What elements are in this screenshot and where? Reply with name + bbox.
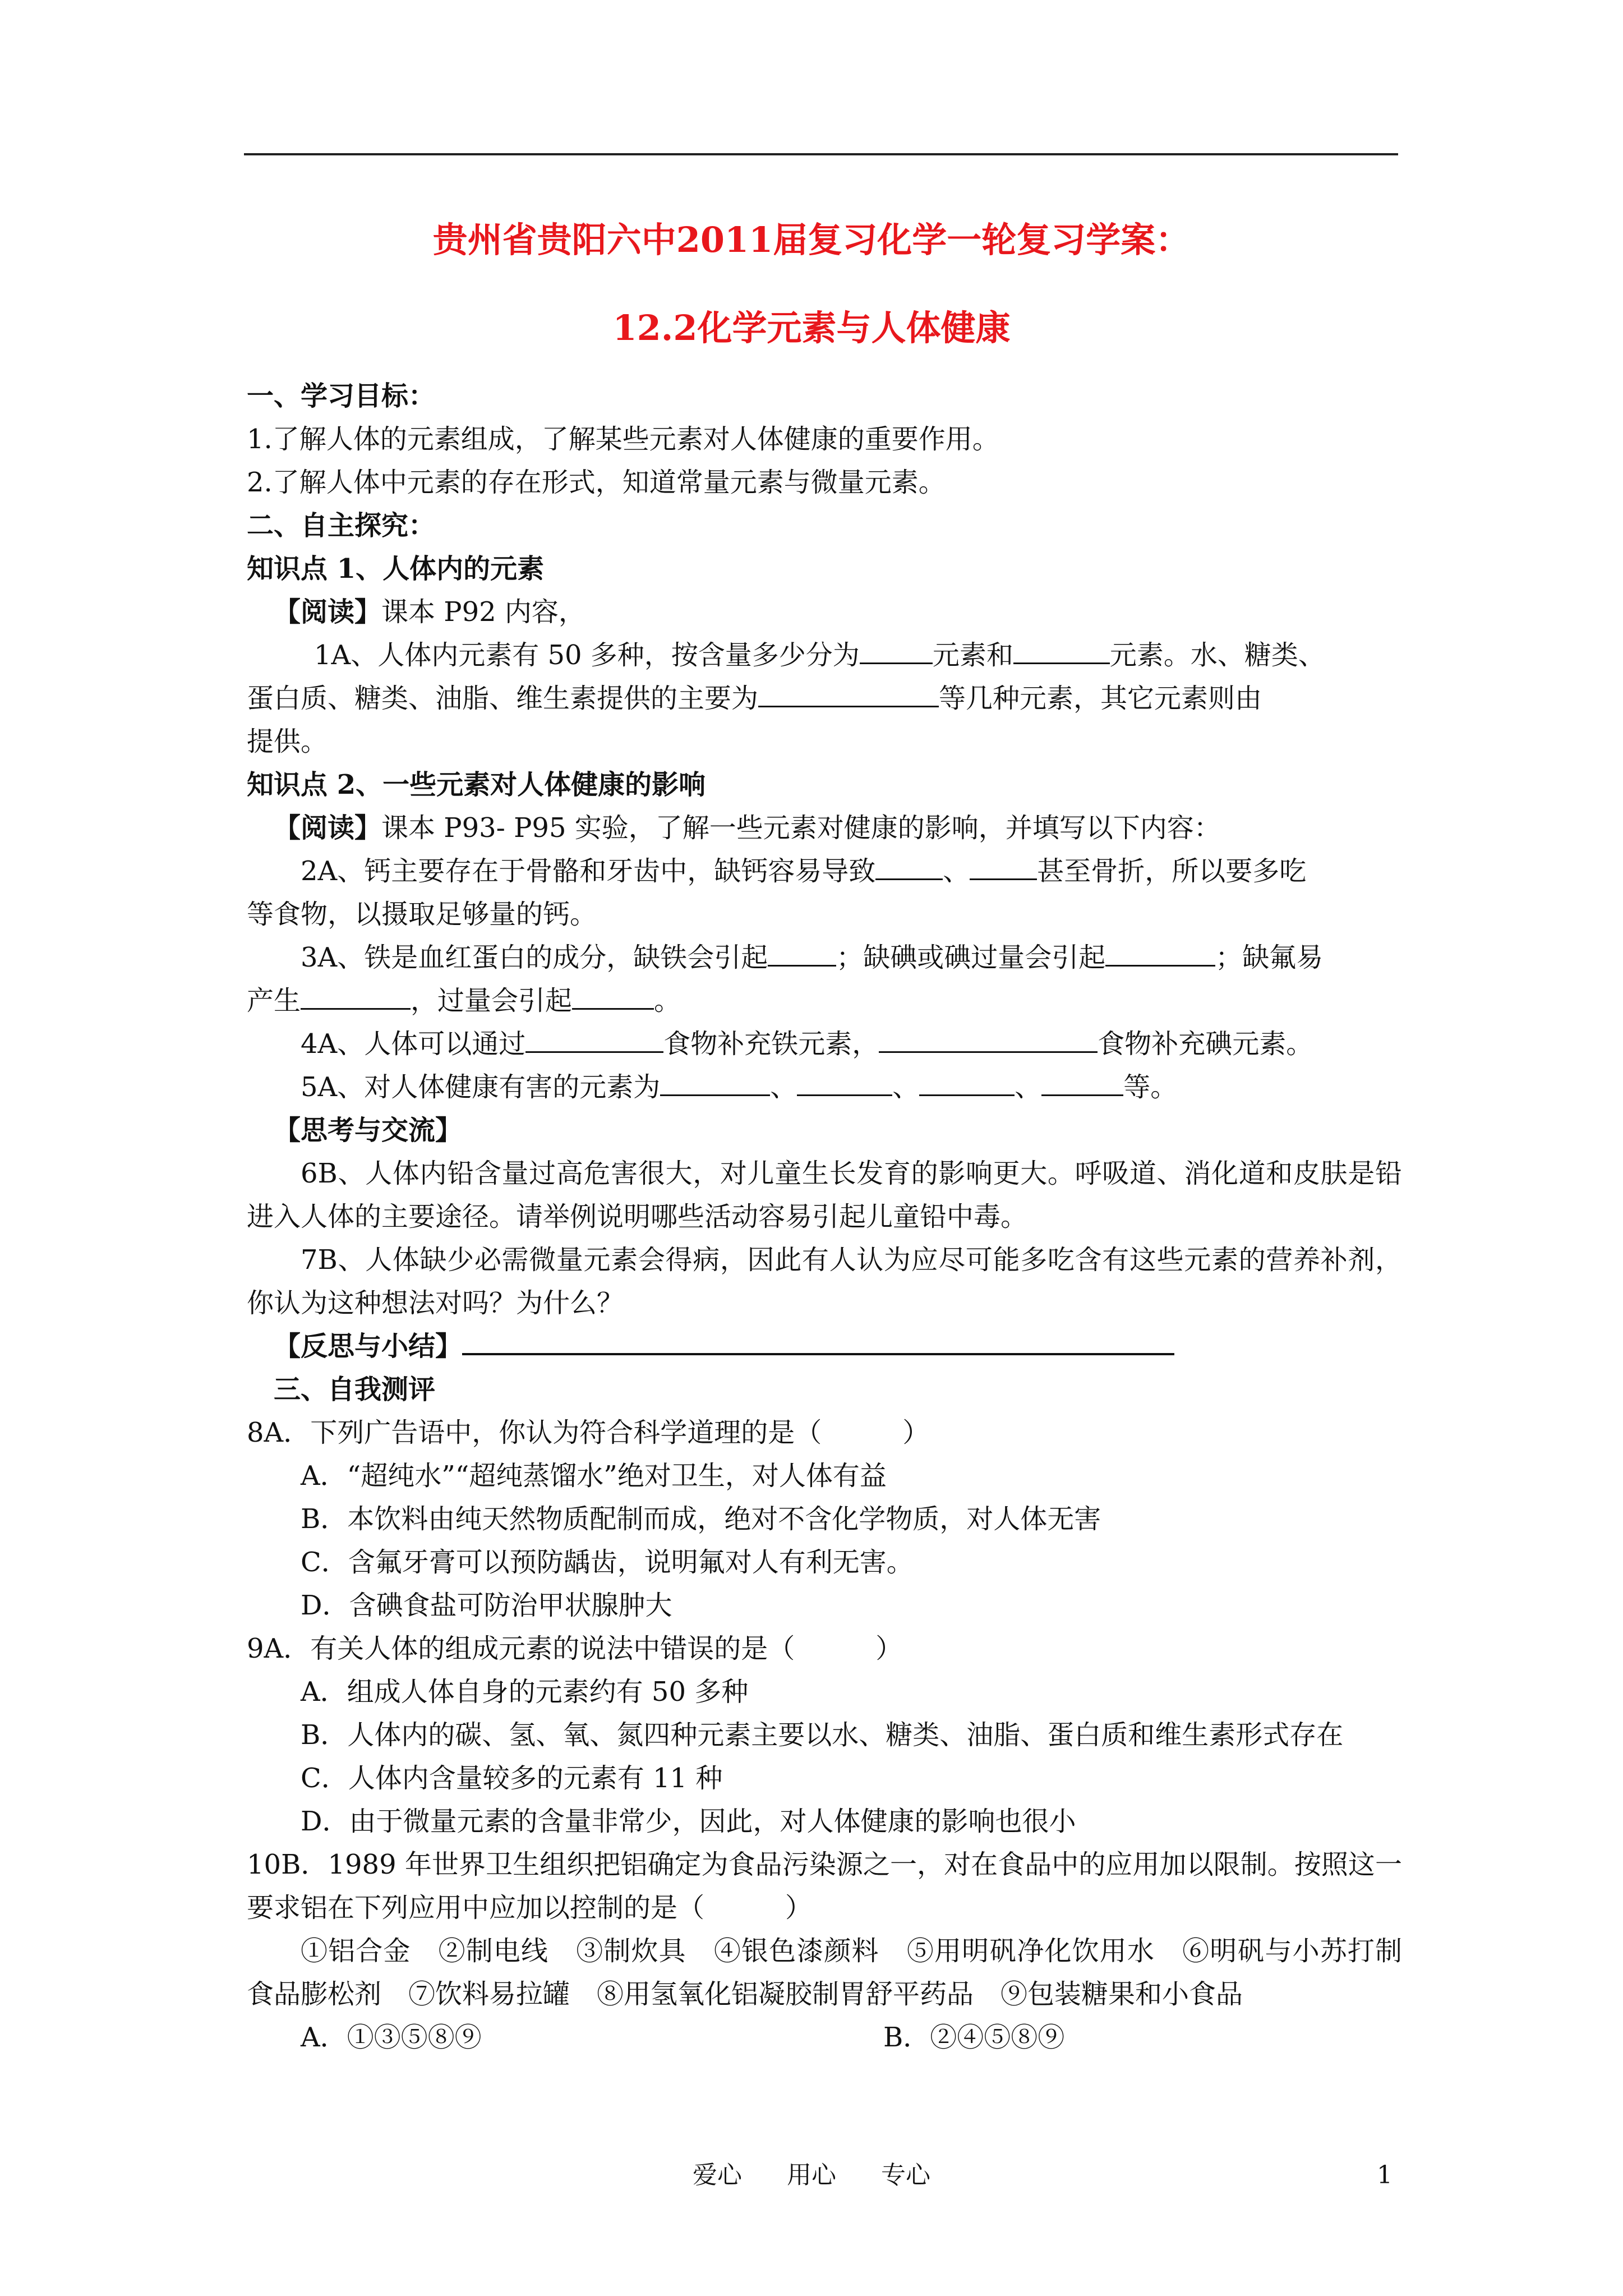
q3-text-e: ，过量会引起 xyxy=(411,985,573,1016)
reading-2 xyxy=(247,807,1402,850)
q9-option-c[interactable]: C．人体内含量较多的元素有 11 种 xyxy=(301,1763,723,1794)
q1-text-b: 元素和 xyxy=(932,639,1013,671)
fill-blank[interactable] xyxy=(301,982,411,1010)
question-7b: 7B、人体缺少必需微量元素会得病，因此有人认为应尽可能多吃含有这些元素的营养补剂，你认为这种想法对吗？为什么？ xyxy=(247,1244,1402,1319)
reflection-row xyxy=(247,1325,1402,1368)
q1-text-c: 元素。水、糖类、 xyxy=(1109,639,1325,671)
q4-text-b: 食物补充铁元素， xyxy=(663,1028,879,1060)
reflection-heading: 【反思与小结】 xyxy=(274,1331,463,1362)
fill-blank[interactable] xyxy=(1105,939,1215,967)
q2-text-b: 、 xyxy=(943,855,970,887)
think-exchange-heading: 【思考与交流】 xyxy=(274,1115,463,1146)
fill-blank[interactable] xyxy=(860,637,933,664)
document-body xyxy=(247,375,1402,2059)
reading-tag: 【阅读】 xyxy=(274,812,382,844)
question-9a: 9A．有关人体的组成元素的说法中错误的是（ ） xyxy=(247,1633,903,1664)
fill-blank[interactable] xyxy=(879,1025,1098,1053)
question-4a xyxy=(247,1023,1402,1066)
q5-sep: 、 xyxy=(1015,1071,1042,1103)
knowledge-point-1-heading: 知识点 1、人体内的元素 xyxy=(247,553,545,585)
fill-blank[interactable] xyxy=(1041,1069,1123,1096)
q5-sep: 、 xyxy=(770,1071,797,1103)
question-1a-line3: 提供。 xyxy=(247,726,328,757)
q10-options-row xyxy=(247,2016,1402,2059)
q3-text-f: 。 xyxy=(654,985,681,1016)
q3-text-c: ；缺氟易 xyxy=(1215,942,1324,973)
q8-option-b[interactable]: B．本饮料由纯天然物质配制而成，绝对不含化学物质，对人体无害 xyxy=(301,1503,1101,1535)
fill-blank[interactable] xyxy=(919,1069,1015,1096)
q1-text-d: 蛋白质、糖类、油脂、维生素提供的主要为 xyxy=(247,683,759,714)
q2-text-c: 甚至骨折，所以要多吃 xyxy=(1037,855,1307,887)
footer-word-3: 专心 xyxy=(881,2161,930,2189)
question-10b: 10B．1989 年世界卫生组织把铝确定为食品污染源之一，对在食品中的应用加以限制。按照这一要求铝在下列应用中应加以控制的是（ ） xyxy=(247,1849,1402,1924)
fill-blank[interactable] xyxy=(758,680,939,707)
q9-option-b[interactable]: B．人体内的碳、氢、氧、氮四种元素主要以水、糖类、油脂、蛋白质和维生素形式存在 xyxy=(301,1719,1344,1751)
fill-blank[interactable] xyxy=(572,982,654,1010)
question-1a-line1 xyxy=(247,634,1402,677)
fill-blank[interactable] xyxy=(970,853,1037,880)
q5-end: 等。 xyxy=(1123,1071,1178,1103)
question-1a-line2 xyxy=(247,677,1402,720)
q10-option-a[interactable]: A．①③⑤⑧⑨ xyxy=(301,2022,482,2053)
document-subtitle: 12.2化学元素与人体健康 xyxy=(612,307,1011,348)
reading-tag: 【阅读】 xyxy=(274,596,382,628)
fill-blank[interactable] xyxy=(1013,637,1110,664)
section-heading-self-test: 三、自我测评 xyxy=(274,1374,436,1405)
page-number: 1 xyxy=(1377,2161,1393,2189)
fill-blank[interactable] xyxy=(768,939,836,967)
question-2a-line1 xyxy=(247,850,1402,893)
reading-text: 课本 P93- P95 实验，了解一些元素对健康的影响，并填写以下内容： xyxy=(381,812,1221,844)
fill-blank[interactable] xyxy=(660,1069,770,1096)
q4-text-a: 4A、人体可以通过 xyxy=(301,1028,526,1060)
question-2a-line2: 等食物，以摄取足够量的钙。 xyxy=(247,899,597,930)
reading-1 xyxy=(247,591,1402,634)
q4-text-c: 食物补充碘元素。 xyxy=(1098,1028,1313,1060)
reflection-blank[interactable] xyxy=(462,1327,1174,1355)
q5-text-a: 5A、对人体健康有害的元素为 xyxy=(301,1071,661,1103)
goal-2: 2.了解人体中元素的存在形式，知道常量元素与微量元素。 xyxy=(247,467,946,498)
q5-sep: 、 xyxy=(892,1071,920,1103)
section-heading-goals: 一、学习目标： xyxy=(247,380,436,412)
question-8a: 8A．下列广告语中，你认为符合科学道理的是（ ） xyxy=(247,1417,930,1448)
q8-option-a[interactable]: A．“超纯水”“超纯蒸馏水”绝对卫生，对人体有益 xyxy=(301,1460,887,1492)
q3-text-a: 3A、铁是血红蛋白的成分，缺铁会引起 xyxy=(301,942,768,973)
question-6b: 6B、人体内铅含量过高危害很大，对儿童生长发育的影响更大。呼吸道、消化道和皮肤是铅进入人体的主要途径。请举例说明哪些活动容易引起儿童铅中毒。 xyxy=(247,1158,1402,1232)
question-3a-line1 xyxy=(247,936,1402,979)
document-title: 贵州省贵阳六中2011届复习化学一轮复习学案： xyxy=(432,219,1191,260)
header-rule xyxy=(244,153,1398,155)
q1-text-e: 等几种元素，其它元素则由 xyxy=(939,683,1262,714)
goal-1: 1.了解人体的元素组成，了解某些元素对人体健康的重要作用。 xyxy=(247,424,999,455)
section-heading-explore: 二、自主探究： xyxy=(247,510,436,541)
footer-word-1: 爱心 xyxy=(693,2161,742,2189)
question-5a xyxy=(247,1066,1402,1109)
q1-text-a: 1A、人体内元素有 50 多种，按含量多少分为 xyxy=(314,639,860,671)
q9-option-a[interactable]: A．组成人体自身的元素约有 50 多种 xyxy=(301,1676,749,1708)
fill-blank[interactable] xyxy=(875,853,943,880)
knowledge-point-2-heading: 知识点 2、一些元素对人体健康的影响 xyxy=(247,769,706,800)
question-3a-line2 xyxy=(247,979,1402,1023)
q10-items: ①铝合金 ②制电线 ③制炊具 ④银色漆颜料 ⑤用明矾净化饮用水 ⑥明矾与小苏打制食品膨松剂 ⑦饮料易拉罐 ⑧用氢氧化铝凝胶制胃舒平药品 ⑨包装糖果和小食品 xyxy=(247,1935,1402,2010)
q8-option-d[interactable]: D．含碘食盐可防治甲状腺肿大 xyxy=(301,1590,672,1621)
footer-word-2: 用心 xyxy=(787,2161,836,2189)
q9-option-d[interactable]: D．由于微量元素的含量非常少，因此，对人体健康的影响也很小 xyxy=(301,1806,1076,1837)
q3-text-d: 产生 xyxy=(247,985,301,1016)
fill-blank[interactable] xyxy=(525,1025,663,1053)
reading-text: 课本 P92 内容， xyxy=(381,596,585,628)
q8-option-c[interactable]: C．含氟牙膏可以预防龋齿，说明氟对人有利无害。 xyxy=(301,1547,914,1578)
q3-text-b: ；缺碘或碘过量会引起 xyxy=(836,942,1106,973)
q10-option-b[interactable]: B．②④⑤⑧⑨ xyxy=(883,2022,1065,2053)
q2-text-a: 2A、钙主要存在于骨骼和牙齿中，缺钙容易导致 xyxy=(301,855,876,887)
fill-blank[interactable] xyxy=(797,1069,892,1096)
